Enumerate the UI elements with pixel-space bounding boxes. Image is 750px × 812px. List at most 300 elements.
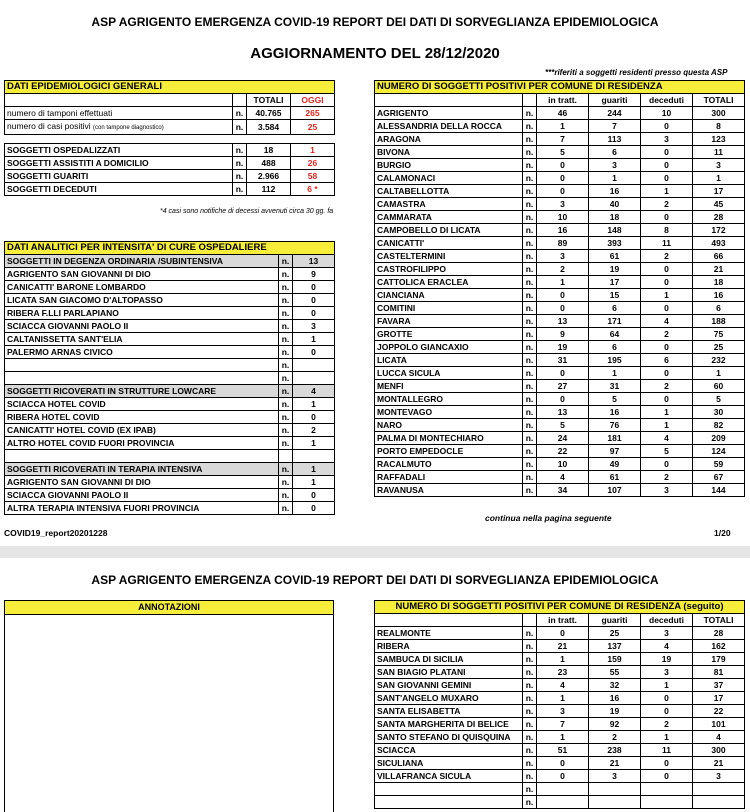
comuni-col: in tratt.: [537, 94, 589, 107]
hospital-label: [5, 450, 279, 463]
comune-row: [375, 289, 745, 302]
hospital-label: AGRIGENTO SAN GIOVANNI DI DIO: [5, 476, 279, 489]
hospital-value: 0: [293, 411, 335, 424]
comune-row: [375, 627, 745, 640]
comune-deceduti: 0: [641, 692, 693, 705]
row-label-text: SOGGETTI ASSISTITI A DOMICILIO: [7, 158, 149, 168]
comune-totali: 232: [693, 354, 745, 367]
comune-row: [375, 276, 745, 289]
comune-guariti: 1: [589, 367, 641, 380]
hospital-n: n.: [279, 411, 293, 424]
comune-name: [375, 783, 523, 796]
hospital-value: 0: [293, 281, 335, 294]
comune-in-tratt: 10: [537, 458, 589, 471]
comune-in-tratt: [537, 783, 589, 796]
comuni-col: guariti: [589, 614, 641, 627]
comune-guariti: 393: [589, 237, 641, 250]
general-row: [5, 183, 335, 196]
comuni-table: [374, 80, 745, 497]
comune-deceduti: 1: [641, 731, 693, 744]
comune-in-tratt: 4: [537, 679, 589, 692]
comune-guariti: 238: [589, 744, 641, 757]
comune-row: [375, 133, 745, 146]
comune-deceduti: 1: [641, 289, 693, 302]
comune-row: [375, 354, 745, 367]
comune-in-tratt: 0: [537, 289, 589, 302]
comune-in-tratt: 2: [537, 263, 589, 276]
comune-name: MONTALLEGRO: [375, 393, 523, 406]
comune-deceduti: 2: [641, 328, 693, 341]
comune-name: CAMPOBELLO DI LICATA: [375, 224, 523, 237]
comuni-col: TOTALI: [693, 94, 745, 107]
comune-name: COMITINI: [375, 302, 523, 315]
comune-name: SAN BIAGIO PLATANI: [375, 666, 523, 679]
comune-totali: 1: [693, 367, 745, 380]
comune-guariti: 32: [589, 679, 641, 692]
comune-deceduti: 1: [641, 679, 693, 692]
comuni-col: guariti: [589, 94, 641, 107]
comune-deceduti: 0: [641, 302, 693, 315]
comuni-col: TOTALI: [693, 614, 745, 627]
comune-row: [375, 666, 745, 679]
comune-totali: 209: [693, 432, 745, 445]
comune-n: n.: [523, 627, 537, 640]
icu-row: [5, 489, 335, 502]
comune-row: [375, 445, 745, 458]
comune-in-tratt: 23: [537, 666, 589, 679]
comune-totali: 82: [693, 419, 745, 432]
comune-n: n.: [523, 315, 537, 328]
comune-guariti: 195: [589, 354, 641, 367]
comuni-col-header: [375, 614, 745, 627]
comune-deceduti: 0: [641, 146, 693, 159]
comune-in-tratt: 1: [537, 653, 589, 666]
comune-name: CAMMARATA: [375, 211, 523, 224]
comune-deceduti: 1: [641, 185, 693, 198]
general-row-label: [5, 107, 233, 120]
comune-guariti: [589, 783, 641, 796]
hospital-value: 0: [293, 307, 335, 320]
hospital-label: ALTRO HOTEL COVID FUORI PROVINCIA: [5, 437, 279, 450]
report-title-page2: ASP AGRIGENTO EMERGENZA COVID-19 REPORT DEI DATI DI SORVEGLIANZA EPIDEMIOLOGICA: [91, 573, 659, 587]
comune-guariti: 61: [589, 250, 641, 263]
footer-filename: COVID19_report20201228: [4, 528, 108, 538]
row-today: 58: [291, 170, 335, 183]
comune-deceduti: 0: [641, 211, 693, 224]
hospital-n: [279, 450, 293, 463]
hospital-n: n.: [279, 333, 293, 346]
comune-row: [375, 718, 745, 731]
comune-guariti: 61: [589, 471, 641, 484]
hospital-n: n.: [279, 255, 293, 268]
comune-row: [375, 341, 745, 354]
comune-n: n.: [523, 172, 537, 185]
comuni-table-page2: [374, 600, 745, 809]
comune-guariti: 7: [589, 120, 641, 133]
row-total: 40.765: [247, 107, 291, 120]
icu-row: [5, 476, 335, 489]
comune-deceduti: 0: [641, 770, 693, 783]
page-gap: [0, 546, 750, 558]
comune-row: [375, 406, 745, 419]
comune-in-tratt: 13: [537, 406, 589, 419]
comune-totali: 17: [693, 692, 745, 705]
annotations-header: ANNOTAZIONI: [5, 601, 333, 615]
comune-guariti: 55: [589, 666, 641, 679]
comune-row: [375, 159, 745, 172]
row-label-text: numero di tamponi effettuati: [7, 108, 113, 118]
comune-n: n.: [523, 640, 537, 653]
hospital-label: PALERMO ARNAS CIVICO: [5, 346, 279, 359]
row-today: 6 *: [291, 183, 335, 196]
hospital-n: n.: [279, 385, 293, 398]
comune-name: CALTABELLOTTA: [375, 185, 523, 198]
spacer-row: [5, 135, 335, 144]
row-n: n.: [233, 157, 247, 170]
row-n: n.: [233, 107, 247, 120]
comune-name: BIVONA: [375, 146, 523, 159]
comune-name: CASTROFILIPPO: [375, 263, 523, 276]
comune-guariti: 137: [589, 640, 641, 653]
comune-name: [375, 796, 523, 809]
comune-totali: 22: [693, 705, 745, 718]
comune-deceduti: 11: [641, 237, 693, 250]
comune-in-tratt: 19: [537, 341, 589, 354]
hospital-n: n.: [279, 346, 293, 359]
comune-n: n.: [523, 406, 537, 419]
comune-name: JOPPOLO GIANCAXIO: [375, 341, 523, 354]
comune-totali: 123: [693, 133, 745, 146]
spacer: [375, 614, 523, 627]
comune-n: n.: [523, 367, 537, 380]
general-row-label: [5, 144, 233, 157]
hospital-n: n.: [279, 281, 293, 294]
comune-guariti: 244: [589, 107, 641, 120]
comune-guariti: 18: [589, 211, 641, 224]
comune-row: [375, 315, 745, 328]
comuni-col: in tratt.: [537, 614, 589, 627]
comune-in-tratt: 7: [537, 133, 589, 146]
hospital-n: n.: [279, 372, 293, 385]
comune-row: [375, 211, 745, 224]
comune-in-tratt: 10: [537, 211, 589, 224]
comune-row: [375, 679, 745, 692]
residents-note: ***riferiti a soggetti residenti presso questa ASP: [545, 68, 728, 77]
hospital-value: 9: [293, 268, 335, 281]
hospital-value: 0: [293, 294, 335, 307]
hospital-label: SCIACCA GIOVANNI PAOLO II: [5, 489, 279, 502]
comune-totali: 16: [693, 289, 745, 302]
comune-deceduti: 6: [641, 354, 693, 367]
comune-name: CAMASTRA: [375, 198, 523, 211]
comune-name: SANTA MARGHERITA DI BELICE: [375, 718, 523, 731]
comune-row: [375, 120, 745, 133]
comune-in-tratt: 1: [537, 731, 589, 744]
comune-name: ALESSANDRIA DELLA ROCCA: [375, 120, 523, 133]
comune-row: [375, 692, 745, 705]
lowcare-row: [5, 450, 335, 463]
comune-totali: 172: [693, 224, 745, 237]
comune-totali: 60: [693, 380, 745, 393]
comune-deceduti: 4: [641, 432, 693, 445]
ordinary-row: [5, 281, 335, 294]
comune-n: n.: [523, 146, 537, 159]
comune-in-tratt: 9: [537, 328, 589, 341]
comune-deceduti: 0: [641, 393, 693, 406]
row-n: n.: [233, 183, 247, 196]
hospital-value: [293, 450, 335, 463]
comune-in-tratt: 51: [537, 744, 589, 757]
comune-in-tratt: 4: [537, 471, 589, 484]
comune-totali: 300: [693, 744, 745, 757]
comune-n: n.: [523, 237, 537, 250]
comune-guariti: 76: [589, 419, 641, 432]
hospital-value: 13: [293, 255, 335, 268]
row-total: 18: [247, 144, 291, 157]
spacer: [375, 94, 523, 107]
hospital-value: 3: [293, 320, 335, 333]
row-n: n.: [233, 120, 247, 135]
comune-name: VILLAFRANCA SICULA: [375, 770, 523, 783]
comune-in-tratt: 16: [537, 224, 589, 237]
ordinary-row: [5, 320, 335, 333]
comune-deceduti: 1: [641, 419, 693, 432]
hospital-value: 1: [293, 463, 335, 476]
hospital-value: 0: [293, 502, 335, 515]
comune-deceduti: [641, 783, 693, 796]
comune-totali: 300: [693, 107, 745, 120]
general-row-label: [5, 183, 233, 196]
ordinary-row: [5, 359, 335, 372]
comune-in-tratt: 0: [537, 757, 589, 770]
comune-n: n.: [523, 744, 537, 757]
hospital-value: 1: [293, 398, 335, 411]
comune-guariti: 97: [589, 445, 641, 458]
comune-deceduti: [641, 796, 693, 809]
comune-guariti: 113: [589, 133, 641, 146]
comune-totali: 3: [693, 159, 745, 172]
comune-in-tratt: 0: [537, 367, 589, 380]
comune-totali: 21: [693, 757, 745, 770]
comune-deceduti: 2: [641, 718, 693, 731]
comune-row: [375, 185, 745, 198]
hospital-n: n.: [279, 437, 293, 450]
comune-guariti: 3: [589, 770, 641, 783]
hospital-n: n.: [279, 320, 293, 333]
comune-guariti: 3: [589, 159, 641, 172]
comune-in-tratt: 22: [537, 445, 589, 458]
comune-guariti: 16: [589, 185, 641, 198]
comune-row: [375, 731, 745, 744]
row-total: 2.966: [247, 170, 291, 183]
comuni-header: NUMERO DI SOGGETTI POSITIVI PER COMUNE DI RESIDENZA: [375, 81, 745, 94]
comune-n: n.: [523, 107, 537, 120]
spacer: [523, 614, 537, 627]
comune-n: n.: [523, 718, 537, 731]
comune-in-tratt: 21: [537, 640, 589, 653]
general-data-table: [4, 80, 335, 196]
comune-in-tratt: 46: [537, 107, 589, 120]
hospital-value: 1: [293, 333, 335, 346]
comune-guariti: 17: [589, 276, 641, 289]
comune-guariti: 1: [589, 172, 641, 185]
comune-guariti: 6: [589, 341, 641, 354]
hospital-label: RIBERA F.LLI PARLAPIANO: [5, 307, 279, 320]
comune-deceduti: 0: [641, 276, 693, 289]
comune-guariti: 40: [589, 198, 641, 211]
ordinary-row: [5, 333, 335, 346]
row-label-sub: (con tampone diagnostico): [93, 125, 164, 131]
row-label-text: SOGGETTI GUARITI: [7, 171, 89, 181]
comune-guariti: 6: [589, 302, 641, 315]
comune-name: MONTEVAGO: [375, 406, 523, 419]
comune-in-tratt: 13: [537, 315, 589, 328]
comune-guariti: 64: [589, 328, 641, 341]
row-today: 25: [291, 120, 335, 135]
comune-totali: 30: [693, 406, 745, 419]
comune-name: LICATA: [375, 354, 523, 367]
comune-guariti: 16: [589, 406, 641, 419]
hospital-n: n.: [279, 294, 293, 307]
comune-deceduti: 3: [641, 133, 693, 146]
comune-totali: 162: [693, 640, 745, 653]
comune-n: n.: [523, 666, 537, 679]
ordinary-row: [5, 294, 335, 307]
comune-row: [375, 757, 745, 770]
hospital-label: [5, 359, 279, 372]
comune-guariti: 19: [589, 263, 641, 276]
comune-totali: 493: [693, 237, 745, 250]
general-row-label: [5, 170, 233, 183]
comune-totali: [693, 783, 745, 796]
comune-totali: 11: [693, 146, 745, 159]
row-total: 488: [247, 157, 291, 170]
comune-in-tratt: 0: [537, 627, 589, 640]
comune-n: n.: [523, 796, 537, 809]
comune-n: n.: [523, 211, 537, 224]
comune-guariti: 21: [589, 757, 641, 770]
comune-n: n.: [523, 432, 537, 445]
comune-name: FAVARA: [375, 315, 523, 328]
comune-deceduti: 0: [641, 341, 693, 354]
comune-name: RIBERA: [375, 640, 523, 653]
hospital-label: ALTRA TERAPIA INTENSIVA FUORI PROVINCIA: [5, 502, 279, 515]
comune-n: n.: [523, 770, 537, 783]
comune-in-tratt: 34: [537, 484, 589, 497]
hospital-n: n.: [279, 489, 293, 502]
comune-row: [375, 705, 745, 718]
lowcare-row: [5, 437, 335, 450]
comune-in-tratt: 0: [537, 393, 589, 406]
general-row: [5, 107, 335, 120]
lowcare-title-row: [5, 385, 335, 398]
comune-n: n.: [523, 198, 537, 211]
hospital-label: SOGGETTI RICOVERATI IN TERAPIA INTENSIVA: [5, 463, 279, 476]
comune-guariti: 159: [589, 653, 641, 666]
row-label-text: SOGGETTI DECEDUTI: [7, 184, 97, 194]
comune-row: [375, 744, 745, 757]
comune-row: [375, 770, 745, 783]
comune-totali: 101: [693, 718, 745, 731]
comune-in-tratt: 0: [537, 302, 589, 315]
general-row-label: [5, 157, 233, 170]
comune-totali: 144: [693, 484, 745, 497]
comune-name: SCIACCA: [375, 744, 523, 757]
hospital-label: CANICATTI' BARONE LOMBARDO: [5, 281, 279, 294]
comune-row: [375, 328, 745, 341]
hospital-label: LICATA SAN GIACOMO D'ALTOPASSO: [5, 294, 279, 307]
comune-deceduti: 0: [641, 263, 693, 276]
comune-deceduti: 0: [641, 458, 693, 471]
annotations-box: [4, 600, 334, 812]
comune-name: BURGIO: [375, 159, 523, 172]
comune-name: SANTA ELISABETTA: [375, 705, 523, 718]
comune-name: PALMA DI MONTECHIARO: [375, 432, 523, 445]
comune-n: n.: [523, 250, 537, 263]
comune-totali: 67: [693, 471, 745, 484]
comune-deceduti: 3: [641, 484, 693, 497]
comune-name: SICULIANA: [375, 757, 523, 770]
hospital-n: n.: [279, 359, 293, 372]
spacer: [5, 94, 233, 107]
comune-n: n.: [523, 705, 537, 718]
comune-totali: 188: [693, 315, 745, 328]
comune-name: MENFI: [375, 380, 523, 393]
hospital-value: [293, 359, 335, 372]
general-header: DATI EPIDEMIOLOGICI GENERALI: [5, 81, 335, 94]
hospital-label: CANICATTI' HOTEL COVID (EX IPAB): [5, 424, 279, 437]
comune-n: n.: [523, 276, 537, 289]
hospital-n: n.: [279, 502, 293, 515]
comuni-header-page2: NUMERO DI SOGGETTI POSITIVI PER COMUNE DI RESIDENZA (seguito): [375, 601, 745, 614]
comune-deceduti: 10: [641, 107, 693, 120]
comune-n: n.: [523, 458, 537, 471]
comune-n: n.: [523, 419, 537, 432]
comune-row: [375, 393, 745, 406]
comune-deceduti: 4: [641, 315, 693, 328]
comune-guariti: 92: [589, 718, 641, 731]
comune-in-tratt: 24: [537, 432, 589, 445]
ordinary-row: [5, 372, 335, 385]
row-n: n.: [233, 170, 247, 183]
comune-in-tratt: 3: [537, 705, 589, 718]
comune-totali: 37: [693, 679, 745, 692]
comune-n: n.: [523, 471, 537, 484]
row-total: 112: [247, 183, 291, 196]
comune-n: n.: [523, 263, 537, 276]
comune-n: n.: [523, 302, 537, 315]
comune-totali: 8: [693, 120, 745, 133]
comune-deceduti: 4: [641, 640, 693, 653]
comune-totali: 179: [693, 653, 745, 666]
comune-totali: 28: [693, 627, 745, 640]
hospital-header: DATI ANALITICI PER INTENSITA' DI CURE OSPEDALIERE: [5, 242, 335, 255]
comuni-col-header: [375, 94, 745, 107]
row-today: 265: [291, 107, 335, 120]
comune-deceduti: 2: [641, 471, 693, 484]
row-total: 3.584: [247, 120, 291, 135]
comune-in-tratt: 31: [537, 354, 589, 367]
hospital-value: 4: [293, 385, 335, 398]
comune-row: [375, 146, 745, 159]
hospital-label: SOGGETTI IN DEGENZA ORDINARIA /SUBINTENSIVA: [5, 255, 279, 268]
comune-row: [375, 458, 745, 471]
comune-deceduti: 2: [641, 380, 693, 393]
comune-guariti: 171: [589, 315, 641, 328]
comune-n: n.: [523, 679, 537, 692]
comune-n: n.: [523, 731, 537, 744]
comune-totali: 1: [693, 172, 745, 185]
